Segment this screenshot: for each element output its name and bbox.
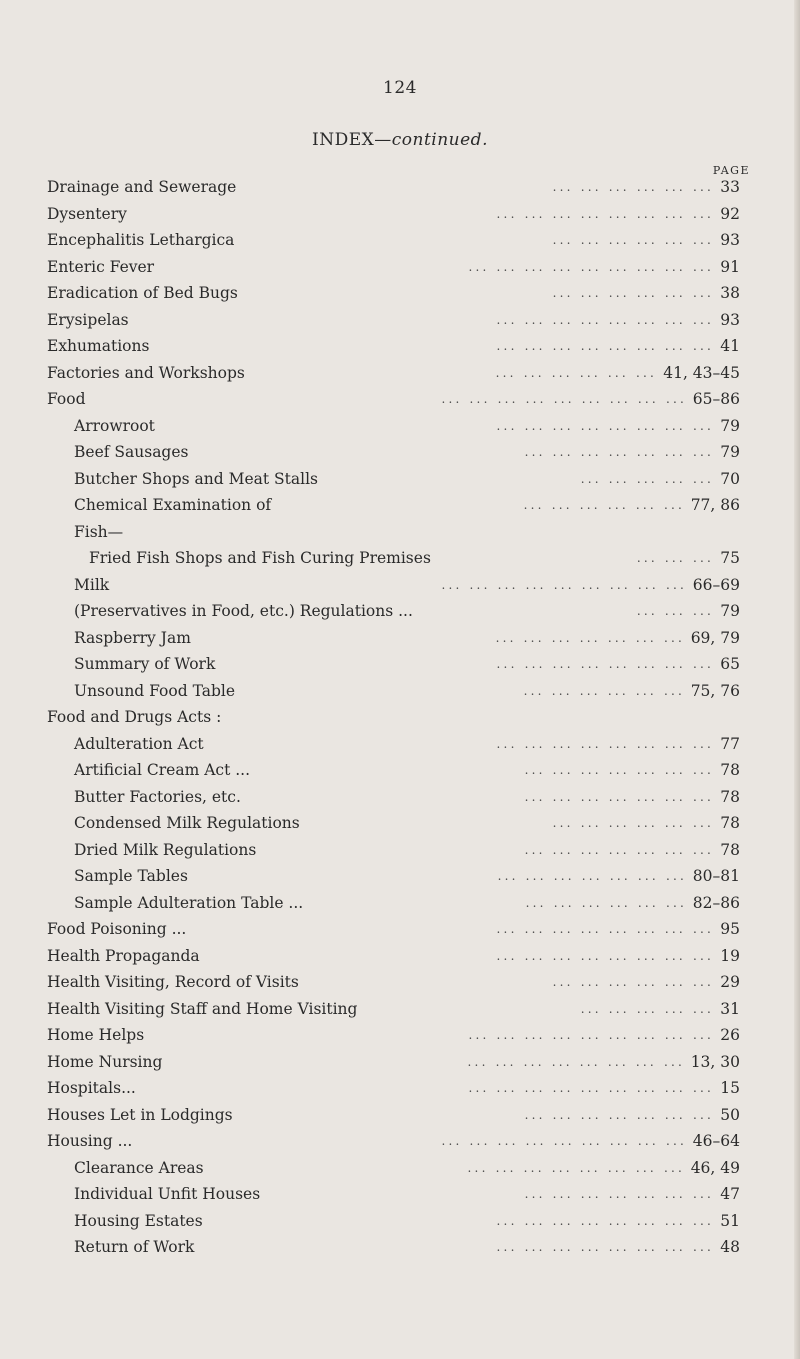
entry-page-ref: 77, 86 [690,496,740,514]
index-entry [47,413,740,440]
entry-leader-dots: ... ... ... ... ... ... [523,498,685,512]
entry-leader-dots: ... ... ... ... ... ... ... [497,869,687,883]
entry-label: Artificial Cream Act ... [74,761,251,779]
entry-label: Home Helps [47,1026,145,1044]
entry-label: Houses Let in Lodgings [47,1105,233,1124]
entry-label: Eradication of Bed Bugs [47,284,238,302]
entry-label: Exhumations [47,337,150,355]
entry-leader-dots: ... ... ... ... ... ... [495,365,657,380]
entry-leader-dots: ... ... ... ... ... ... ... [524,445,714,459]
entry-page-ref: 80–81 [692,867,740,885]
entry-page-ref: 78 [720,787,740,806]
entry-page-ref: 79 [720,443,740,461]
entry-page-ref: 79 [720,602,740,620]
entry-leader-dots: ... ... ... ... ... ... ... ... [496,1213,714,1228]
entry-page-ref: 41, 43–45 [663,363,740,382]
entry-leader-dots: ... ... ... ... ... [580,471,714,486]
entry-page-ref: 50 [720,1105,740,1124]
entry-page-ref: 78 [720,814,740,832]
entry-leader-dots: ... ... ... ... ... ... [552,975,714,989]
index-entry [47,333,740,360]
entry-page-ref: 69, 79 [690,628,740,647]
index-entry [47,201,740,228]
entry-label: Raspberry Jam [74,628,191,647]
index-entry [47,863,740,890]
entry-page-ref: 48 [720,1238,740,1256]
index-entry [47,625,740,652]
entry-label: Butter Factories, etc. [74,787,241,806]
entry-page-ref: 77 [720,734,740,753]
index-entry [47,837,740,864]
index-entry [47,1181,740,1208]
index-entry [47,1208,740,1235]
index-entry [47,254,740,281]
entry-label: Clearance Areas [74,1158,204,1177]
entry-page-ref: 82–86 [692,893,740,912]
entry-leader-dots: ... ... ... ... ... ... ... ... ... [441,392,687,406]
entry-leader-dots: ... ... ... ... ... ... ... [524,763,714,777]
index-entries [47,174,740,1261]
index-entry [47,1075,740,1102]
entry-label: Summary of Work [74,655,216,673]
entry-leader-dots: ... ... ... ... ... ... ... [524,1187,714,1201]
entry-label: Health Visiting, Record of Visits [47,973,299,991]
entry-page-ref: 46–64 [692,1132,740,1150]
entry-leader-dots: ... ... ... ... ... ... ... ... [467,1054,685,1069]
page-column-header: PAGE [712,164,750,177]
entry-page-ref: 65–86 [692,390,740,408]
entry-page-ref: 15 [720,1079,740,1097]
index-entry [47,651,740,678]
index-entry [47,996,740,1023]
entry-label: Sample Adulteration Table ... [74,893,304,912]
index-title [0,130,800,150]
entry-page-ref: 92 [720,204,740,223]
entry-page-ref: 91 [720,257,740,276]
index-entry [47,1155,740,1182]
entry-page-ref: 66–69 [692,575,740,594]
index-title-continued: continued. [391,130,488,150]
index-entry [47,943,740,970]
index-entry [47,439,740,466]
entry-label: Butcher Shops and Meat Stalls [74,469,318,488]
entry-label: Return of Work [74,1238,195,1256]
page-edge [794,0,800,1359]
entry-page-ref: 33 [720,178,740,196]
index-entry [47,386,740,413]
index-entry [47,545,740,572]
index-entry [47,890,740,917]
entry-page-ref: 95 [720,920,740,938]
entry-label: Individual Unfit Houses [74,1185,261,1203]
entry-label: Housing ... [47,1132,133,1150]
index-entry [47,174,740,201]
entry-page-ref: 47 [720,1185,740,1203]
entry-leader-dots: ... ... ... ... ... ... ... ... ... [468,1081,714,1095]
index-entry [47,784,740,811]
entry-label: Enteric Fever [47,257,155,276]
entry-leader-dots: ... ... ... [636,551,714,565]
entry-leader-dots: ... ... ... ... ... ... ... [524,789,714,804]
entry-page-ref: 38 [720,284,740,302]
index-entry [47,466,740,493]
entry-page-ref: 13, 30 [690,1052,740,1071]
entry-label: Dysentery [47,204,127,223]
entry-leader-dots: ... ... ... [636,604,714,618]
index-entry [47,598,740,625]
entry-label: Beef Sausages [74,443,189,461]
index-entry [47,227,740,254]
entry-label: Milk [74,575,110,594]
index-entry [47,519,740,546]
entry-page-ref: 93 [720,310,740,329]
entry-leader-dots: ... ... ... ... ... ... ... ... ... [468,1028,714,1042]
index-entry [47,1128,740,1155]
index-entry [47,1234,740,1261]
entry-leader-dots: ... ... ... ... ... ... ... [495,630,685,645]
entry-leader-dots: ... ... ... ... ... ... ... ... ... [441,577,687,592]
entry-label: Health Visiting Staff and Home Visiting [47,999,358,1018]
entry-page-ref: 78 [720,761,740,779]
entry-leader-dots: ... ... ... ... ... ... ... ... [496,312,714,327]
entry-label: Erysipelas [47,310,129,329]
entry-leader-dots: ... ... ... ... ... ... ... ... [496,657,714,671]
entry-label: Condensed Milk Regulations [74,814,300,832]
entry-leader-dots: ... ... ... ... ... ... ... ... [467,1160,685,1175]
entry-leader-dots: ... ... ... ... ... ... ... ... [496,206,714,221]
entry-label: Food [47,390,86,408]
entry-leader-dots: ... ... ... ... ... ... ... ... ... [441,1134,687,1148]
entry-page-ref: 51 [720,1211,740,1230]
entry-label: Arrowroot [74,416,155,435]
entry-label: Drainage and Sewerage [47,178,237,196]
index-entry [47,757,740,784]
entry-leader-dots: ... ... ... ... ... ... [523,683,685,698]
index-entry [47,678,740,705]
index-entry [47,1102,740,1129]
entry-label: Fried Fish Shops and Fish Curing Premises [89,549,431,567]
entry-page-ref: 41 [720,337,740,355]
entry-leader-dots: ... ... ... ... ... ... [525,895,687,910]
entry-label: Health Propaganda [47,946,200,965]
index-entry [47,307,740,334]
entry-page-ref: 65 [720,655,740,673]
entry-leader-dots: ... ... ... ... ... [580,1001,714,1016]
index-entry [47,731,740,758]
entry-leader-dots: ... ... ... ... ... ... ... ... [496,339,714,353]
entry-leader-dots: ... ... ... ... ... ... [552,816,714,830]
entry-page-ref: 93 [720,231,740,249]
entry-leader-dots: ... ... ... ... ... ... ... [524,1107,714,1122]
entry-leader-dots: ... ... ... ... ... ... [552,286,714,300]
entry-leader-dots: ... ... ... ... ... ... ... ... ... [468,259,714,274]
index-entry [47,572,740,599]
index-entry [47,916,740,943]
entry-page-ref: 78 [720,840,740,859]
index-entry [47,1022,740,1049]
entry-label: Encephalitis Lethargica [47,231,235,249]
entry-leader-dots: ... ... ... ... ... ... [552,180,714,194]
entry-label: Unsound Food Table [74,681,235,700]
entry-label: (Preservatives in Food, etc.) Regulations ... [74,602,413,620]
entry-leader-dots: ... ... ... ... ... ... ... ... [496,418,714,433]
entry-label: Food and Drugs Acts : [47,708,222,726]
entry-leader-dots: ... ... ... ... ... ... ... ... [496,736,714,751]
entry-leader-dots: ... ... ... ... ... ... [552,233,714,247]
entry-page-ref: 79 [720,416,740,435]
index-entry [47,704,740,731]
entry-leader-dots: ... ... ... ... ... ... ... ... [496,922,714,936]
entry-page-ref: 26 [720,1026,740,1044]
entry-page-ref: 46, 49 [690,1158,740,1177]
entry-leader-dots: ... ... ... ... ... ... ... ... [496,1240,714,1254]
entry-label: Adulteration Act [74,734,204,753]
entry-label: Sample Tables [74,867,188,885]
page-number: 124 [383,78,417,98]
entry-label: Dried Milk Regulations [74,840,257,859]
entry-label: Housing Estates [74,1211,203,1230]
entry-label: Home Nursing [47,1052,163,1071]
index-entry [47,1049,740,1076]
entry-label: Chemical Examination of [74,496,272,514]
entry-leader-dots: ... ... ... ... ... ... ... [524,842,714,857]
entry-leader-dots: ... ... ... ... ... ... ... ... [496,948,714,963]
entry-label: Hospitals... [47,1079,136,1097]
index-entry [47,360,740,387]
entry-page-ref: 70 [720,469,740,488]
entry-page-ref: 75 [720,549,740,567]
entry-label: Food Poisoning ... [47,920,187,938]
entry-label: Fish— [74,522,124,541]
index-entry [47,492,740,519]
entry-page-ref: 29 [720,973,740,991]
index-entry [47,810,740,837]
entry-page-ref: 31 [720,999,740,1018]
index-title-main: INDEX— [312,130,392,150]
entry-page-ref: 75, 76 [690,681,740,700]
entry-label: Factories and Workshops [47,363,245,382]
index-entry [47,969,740,996]
index-entry [47,280,740,307]
entry-page-ref: 19 [720,946,740,965]
